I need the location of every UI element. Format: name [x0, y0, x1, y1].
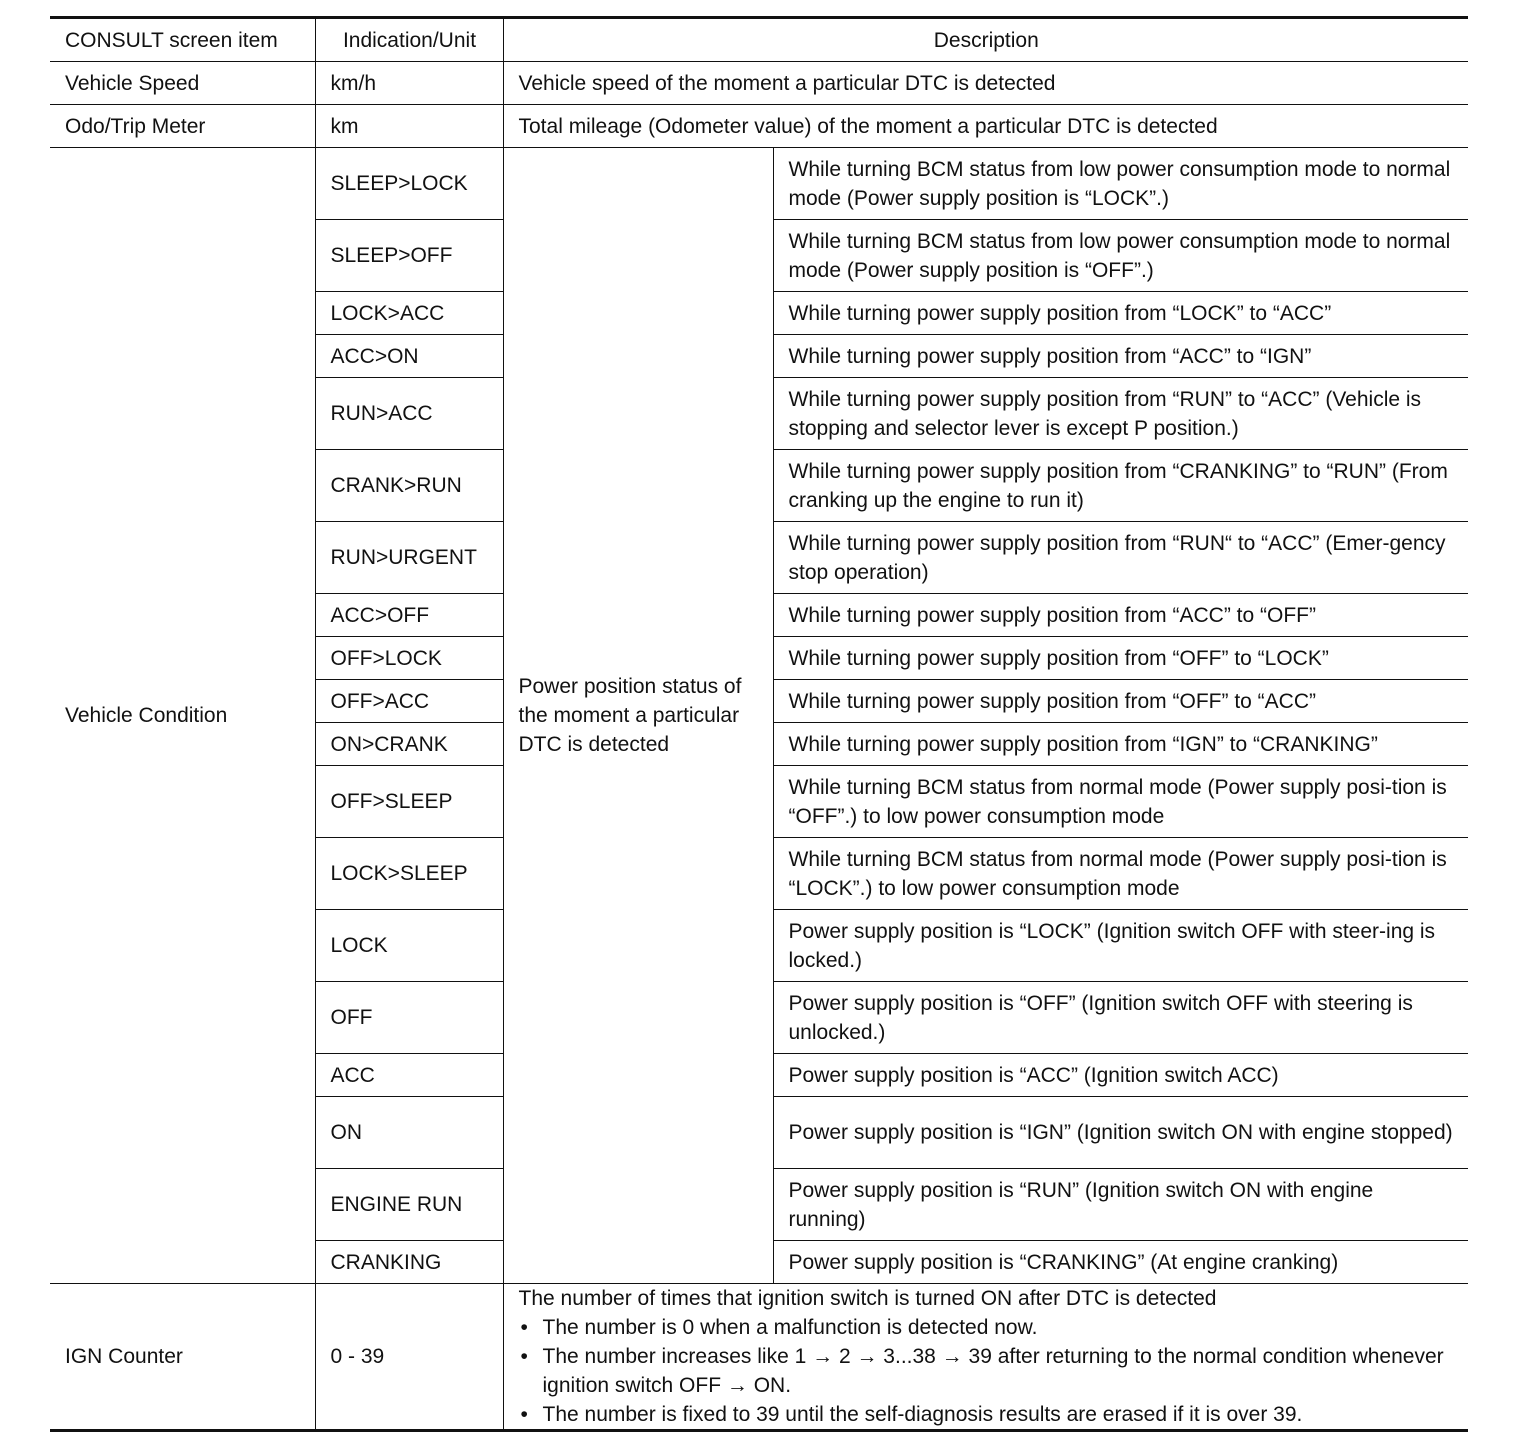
- item-cell-vehicle-condition: Vehicle Condition: [50, 148, 315, 1284]
- detail-cell: Power supply position is “OFF” (Ignition switch OFF with steering is unlocked.): [773, 982, 1468, 1054]
- unit-cell: 0 - 39: [315, 1284, 503, 1431]
- description-cell: Vehicle speed of the moment a particular DTC is detected: [503, 62, 1468, 105]
- group-description-cell: Power position status of the moment a particular DTC is detected: [503, 148, 773, 1284]
- detail-cell: While turning BCM status from low power consumption mode to normal mode (Power supply position is “OFF”.): [773, 220, 1468, 292]
- detail-cell: While turning BCM status from normal mode (Power supply posi-tion is “LOCK”.) to low power consumption mode: [773, 838, 1468, 910]
- unit-cell: ON: [315, 1097, 503, 1169]
- detail-cell: Power supply position is “CRANKING” (At engine cranking): [773, 1241, 1468, 1284]
- ign-counter-bullet-list: [519, 1313, 1455, 1429]
- description-cell: Total mileage (Odometer value) of the moment a particular DTC is detected: [503, 105, 1468, 148]
- table-row-ign-counter: [50, 1284, 1468, 1431]
- detail-cell: While turning BCM status from low power consumption mode to normal mode (Power supply position is “LOCK”.): [773, 148, 1468, 220]
- unit-cell: OFF>ACC: [315, 680, 503, 723]
- unit-cell: ACC: [315, 1054, 503, 1097]
- unit-cell: CRANK>RUN: [315, 450, 503, 522]
- unit-cell: ENGINE RUN: [315, 1169, 503, 1241]
- detail-cell: While turning power supply position from “OFF” to “LOCK”: [773, 637, 1468, 680]
- detail-cell: While turning power supply position from “ACC” to “OFF”: [773, 594, 1468, 637]
- unit-cell: LOCK: [315, 910, 503, 982]
- unit-cell: km/h: [315, 62, 503, 105]
- item-cell: Vehicle Speed: [50, 62, 315, 105]
- unit-cell: CRANKING: [315, 1241, 503, 1284]
- detail-cell: While turning power supply position from “OFF” to “ACC”: [773, 680, 1468, 723]
- table-row: [50, 148, 1468, 220]
- detail-cell: While turning BCM status from normal mode (Power supply posi-tion is “OFF”.) to low power consumption mode: [773, 766, 1468, 838]
- ign-counter-description: [503, 1284, 1468, 1431]
- detail-cell: Power supply position is “LOCK” (Ignition switch OFF with steer-ing is locked.): [773, 910, 1468, 982]
- list-item: • The number is 0 when a malfunction is detected now.: [519, 1313, 1455, 1342]
- detail-cell: While turning power supply position from “IGN” to “CRANKING”: [773, 723, 1468, 766]
- list-item: • The number is fixed to 39 until the self-diagnosis results are erased if it is over 39.: [519, 1400, 1455, 1429]
- detail-cell: Power supply position is “IGN” (Ignition switch ON with engine stopped): [773, 1097, 1468, 1169]
- table-header-row: [50, 18, 1468, 62]
- ign-counter-description-text: The number of times that ignition switch is turned ON after DTC is detected: [518, 1287, 1217, 1310]
- table-row-vehicle-speed: [50, 62, 1468, 105]
- unit-cell: ACC>OFF: [315, 594, 503, 637]
- detail-cell: Power supply position is “RUN” (Ignition switch ON with engine running): [773, 1169, 1468, 1241]
- unit-cell: LOCK>ACC: [315, 292, 503, 335]
- unit-cell: RUN>ACC: [315, 378, 503, 450]
- header-description: Description: [503, 18, 1468, 62]
- header-unit: Indication/Unit: [315, 18, 503, 62]
- detail-cell: While turning power supply position from “LOCK” to “ACC”: [773, 292, 1468, 335]
- unit-cell: SLEEP>OFF: [315, 220, 503, 292]
- item-cell: IGN Counter: [50, 1284, 315, 1431]
- detail-cell: Power supply position is “ACC” (Ignition switch ACC): [773, 1054, 1468, 1097]
- detail-cell: While turning power supply position from “ACC” to “IGN”: [773, 335, 1468, 378]
- unit-cell: RUN>URGENT: [315, 522, 503, 594]
- item-cell: Odo/Trip Meter: [50, 105, 315, 148]
- detail-cell: While turning power supply position from “RUN” to “ACC” (Vehicle is stopping and selector lever is except P position.): [773, 378, 1468, 450]
- unit-cell: km: [315, 105, 503, 148]
- consult-item-table: [50, 16, 1468, 1432]
- header-item: CONSULT screen item: [50, 18, 315, 62]
- unit-cell: ACC>ON: [315, 335, 503, 378]
- unit-cell: OFF: [315, 982, 503, 1054]
- detail-cell: While turning power supply position from “CRANKING” to “RUN” (From cranking up the engine to run it): [773, 450, 1468, 522]
- table-row-odo-trip-meter: [50, 105, 1468, 148]
- detail-cell: While turning power supply position from “RUN“ to “ACC” (Emer-gency stop operation): [773, 522, 1468, 594]
- unit-cell: OFF>SLEEP: [315, 766, 503, 838]
- unit-cell: SLEEP>LOCK: [315, 148, 503, 220]
- unit-cell: LOCK>SLEEP: [315, 838, 503, 910]
- unit-cell: OFF>LOCK: [315, 637, 503, 680]
- list-item: • The number increases like 1 → 2 → 3...38 → 39 after returning to the normal condition whenever ignition switch OFF → ON.: [519, 1342, 1455, 1400]
- unit-cell: ON>CRANK: [315, 723, 503, 766]
